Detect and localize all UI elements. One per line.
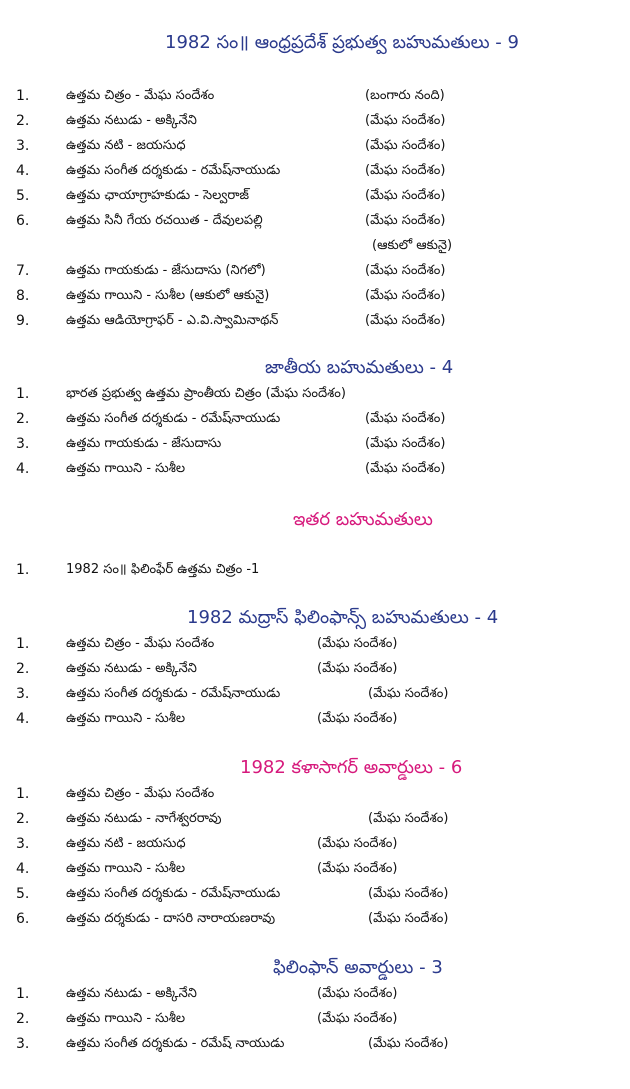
list-item-film: (మేఘ సందేశం): [368, 686, 449, 701]
list-item-number: 4.: [16, 163, 30, 179]
list-item-film: (మేఘ సందేశం): [365, 213, 446, 228]
list-item-text: ఉత్తమ గాయిని - సుశీల: [66, 861, 186, 876]
list-item-film: (బంగారు నంది): [365, 88, 445, 103]
list-item-number: 3.: [16, 436, 30, 452]
list-item-film: (మేఘ సందేశం): [317, 636, 398, 651]
list-item-number: 4.: [16, 711, 30, 727]
list-item-film: (మేఘ సందేశం): [317, 861, 398, 876]
list-item-text: ఉత్తమ సంగీత దర్శకుడు - రమేష్‌నాయుడు: [66, 886, 281, 901]
list-item-text: ఉత్తమ సంగీత దర్శకుడు - రమేష్‌నాయుడు: [66, 411, 281, 426]
list-item-text: ఉత్తమ గాయకుడు - జేసుదాసు (నిగలో): [66, 263, 266, 278]
list-item-film: (మేఘ సందేశం): [365, 263, 446, 278]
list-item-film: (మేఘ సందేశం): [365, 461, 446, 476]
list-item-text: ఉత్తమ సంగీత దర్శకుడు - రమేష్ నాయుడు: [66, 1036, 285, 1051]
list-item-film: (మేఘ సందేశం): [317, 1011, 398, 1026]
list-item-number: 1.: [16, 786, 30, 802]
list-item-text: ఉత్తమ ఆడియోగ్రాఫర్ - ఎ.వి.స్వామినాథన్: [66, 313, 279, 328]
list-item-number: 4.: [16, 861, 30, 877]
list-item-text: ఉత్తమ నటుడు - అక్కినేని: [66, 113, 197, 128]
list-item-number: 5.: [16, 188, 30, 204]
section-heading: జాతీయ బహుమతులు - 4: [265, 357, 454, 378]
list-item-text: ఉత్తమ గాయిని - సుశీల: [66, 711, 186, 726]
list-item-text: ఉత్తమ నటుడు - నాగేశ్వరరావు: [66, 811, 222, 826]
list-item-film: (మేఘ సందేశం): [365, 288, 446, 303]
list-item-film: (మేఘ సందేశం): [317, 661, 398, 676]
list-item-number: 1.: [16, 88, 30, 104]
list-item-text: ఉత్తమ గాయిని - సుశీల (ఆకులో ఆకునై): [66, 288, 270, 303]
list-item-number: 1.: [16, 986, 30, 1002]
list-item-text: ఉత్తమ ఛాయాగ్రాహకుడు - సెల్వరాజ్: [66, 188, 250, 203]
list-item-text: ఉత్తమ గాయిని - సుశీల: [66, 461, 186, 476]
list-item-number: 9.: [16, 313, 30, 329]
list-item-number: 3.: [16, 1036, 30, 1052]
list-item-text: ఉత్తమ సంగీత దర్శకుడు - రమేష్‌నాయుడు: [66, 163, 281, 178]
list-item-number: 6.: [16, 213, 30, 229]
list-item-number: 1.: [16, 386, 30, 402]
list-item-number: 3.: [16, 138, 30, 154]
list-item-film: (మేఘ సందేశం): [317, 986, 398, 1001]
list-item-film: (మేఘ సందేశం): [365, 138, 446, 153]
list-item-film: (మేఘ సందేశం): [365, 436, 446, 451]
list-item-film: (మేఘ సందేశం): [368, 1036, 449, 1051]
list-item-film: (మేఘ సందేశం): [365, 188, 446, 203]
list-item-film: (మేఘ సందేశం): [317, 711, 398, 726]
list-item-text: ఉత్తమ సినీ గేయ రచయిత - దేవులపల్లి: [66, 213, 263, 228]
list-item-text: ఉత్తమ చిత్రం - మేఘ సందేశం: [66, 636, 215, 651]
list-item-number: 5.: [16, 886, 30, 902]
list-item-text: ఉత్తమ గాయకుడు - జేసుదాసు: [66, 436, 222, 451]
list-item-film: (మేఘ సందేశం): [368, 886, 449, 901]
list-item-text: ఉత్తమ చిత్రం - మేఘ సందేశం: [66, 786, 215, 801]
list-item-number: 1.: [16, 562, 30, 578]
list-item-film: (మేఘ సందేశం): [365, 411, 446, 426]
list-item-number: 6.: [16, 911, 30, 927]
list-item-film: (మేఘ సందేశం): [368, 811, 449, 826]
list-item-number: 1.: [16, 636, 30, 652]
section-heading: ఫిలింఫాన్ అవార్డులు - 3: [273, 957, 443, 978]
list-item-number: 3.: [16, 686, 30, 702]
list-item-film: (మేఘ సందేశం): [365, 313, 446, 328]
list-item-film: (మేఘ సందేశం): [317, 836, 398, 851]
list-item-text: ఉత్తమ గాయిని - సుశీల: [66, 1011, 186, 1026]
list-item-text: భారత ప్రభుత్వ ఉత్తమ ప్రాంతీయ చిత్రం (మేఘ సందేశం): [66, 386, 346, 401]
section-heading: 1982 కళాసాగర్ అవార్డులు - 6: [240, 757, 463, 778]
list-item-number: 2.: [16, 661, 30, 677]
list-item-number: 2.: [16, 811, 30, 827]
list-item-number: 8.: [16, 288, 30, 304]
list-item-film: (మేఘ సందేశం): [365, 163, 446, 178]
list-item-text: ఉత్తమ నటుడు - అక్కినేని: [66, 986, 197, 1001]
list-item-number: 2.: [16, 1011, 30, 1027]
list-item-text: ఉత్తమ సంగీత దర్శకుడు - రమేష్‌నాయుడు: [66, 686, 281, 701]
list-item-song: (ఆకులో ఆకునై): [372, 238, 453, 253]
list-item-number: 2.: [16, 113, 30, 129]
list-item-text: 1982 సం॥ ఫిలింఫేర్ ఉత్తమ చిత్రం -1: [66, 562, 260, 577]
list-item-text: ఉత్తమ చిత్రం - మేఘ సందేశం: [66, 88, 215, 103]
section-heading: 1982 మద్రాస్ ఫిలింఫాన్స్ బహుమతులు - 4: [187, 607, 499, 628]
section-heading: 1982 సం॥ ఆంధ్రప్రదేశ్ ప్రభుత్వ బహుమతులు - 9: [165, 32, 519, 53]
section-heading: ఇతర బహుమతులు: [293, 509, 433, 530]
list-item-text: ఉత్తమ నటి - జయసుధ: [66, 836, 186, 851]
list-item-text: ఉత్తమ దర్శకుడు - దాసరి నారాయణరావు: [66, 911, 276, 926]
list-item-film: (మేఘ సందేశం): [368, 911, 449, 926]
list-item-number: 3.: [16, 836, 30, 852]
list-item-text: ఉత్తమ నటి - జయసుధ: [66, 138, 186, 153]
list-item-number: 2.: [16, 411, 30, 427]
list-item-number: 4.: [16, 461, 30, 477]
list-item-film: (మేఘ సందేశం): [365, 113, 446, 128]
list-item-number: 7.: [16, 263, 30, 279]
list-item-text: ఉత్తమ నటుడు - అక్కినేని: [66, 661, 197, 676]
